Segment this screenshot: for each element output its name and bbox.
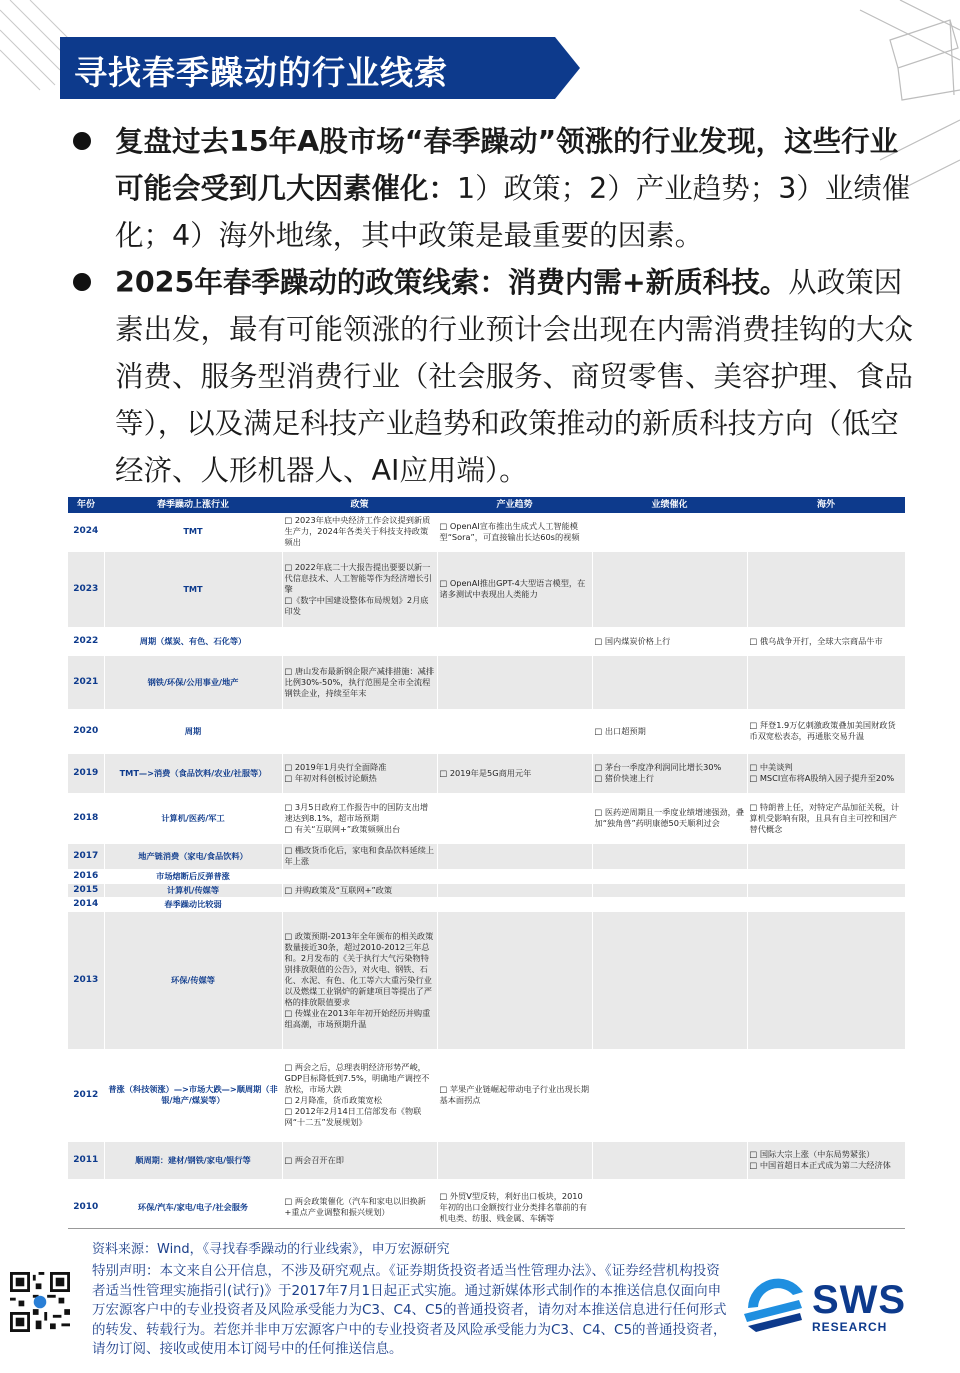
table-cell-year: 2010 — [68, 1179, 104, 1235]
table-cell-industry: 地产链消费（家电/食品饮料） — [104, 843, 282, 869]
logo-subtitle: RESEARCH — [812, 1320, 888, 1334]
table-row — [68, 753, 905, 793]
table-cell-industry: 环保/汽车/家电/电子/社会服务 — [104, 1179, 282, 1235]
table-cell-year: 2018 — [68, 793, 104, 843]
table-cell-overseas — [747, 869, 905, 883]
qr-code-icon[interactable] — [10, 1272, 70, 1332]
table-cell-trend — [437, 793, 592, 843]
table-cell-earnings — [592, 843, 747, 869]
table-cell-overseas: □ 俄乌战争开打，全球大宗商品牛市 — [747, 627, 905, 655]
table-cell-trend: □ OpenAI推出GPT-4大型语言模型，在诸多测试中表现出人类能力 — [437, 551, 592, 627]
table-cell-industry: 春季躁动比较弱 — [104, 897, 282, 911]
logo-wordmark: SWS — [812, 1278, 907, 1322]
table-header-cell: 产业趋势 — [437, 497, 592, 513]
table-row — [68, 883, 905, 897]
table-row — [68, 551, 905, 627]
table-cell-policy: □ 2023年底中央经济工作会议提到新质生产力，2024年各类关于科技支持政策频出 — [282, 513, 437, 551]
bullet-text: 1）政策；2）产业趋势；3）业绩催化；4）海外地缘，其中政策是最重要的因素。 — [115, 172, 911, 252]
table-row — [68, 627, 905, 655]
table-row — [68, 709, 905, 753]
table-cell-trend — [437, 911, 592, 1049]
table-cell-earnings: □ 出口超预期 — [592, 709, 747, 753]
table-cell-policy: □ 两会政策催化（汽车和家电以旧换新+重点产业调整和振兴规划） — [282, 1179, 437, 1235]
table-cell-policy: □ 2019年1月央行全面降准 □ 年初对科创板讨论颇热 — [282, 753, 437, 793]
table-header-cell: 年份 — [68, 497, 104, 513]
table-cell-policy — [282, 897, 437, 911]
bullet-dot-icon — [73, 273, 91, 291]
table-cell-policy: □ 两会召开在即 — [282, 1141, 437, 1179]
table-cell-trend: □ 2019年是5G商用元年 — [437, 753, 592, 793]
table-cell-earnings — [592, 655, 747, 709]
table-cell-industry: 市场熔断后反弹普涨 — [104, 869, 282, 883]
table-cell-year: 2020 — [68, 709, 104, 753]
table-cell-policy: □ 唐山发布最新钢企限产减排措施：减排比例30%-50%，执行范围是全市全流程钢铁企业，持续至年末 — [282, 655, 437, 709]
table-cell-earnings — [592, 1049, 747, 1141]
bullet-item — [70, 118, 915, 259]
source-note: 资料来源：Wind，《寻找春季躁动的行业线索》，申万宏源研究 — [92, 1242, 450, 1257]
table-cell-policy: □ 棚改货币化后，家电和食品饮料延续上年上涨 — [282, 843, 437, 869]
table-cell-earnings — [592, 911, 747, 1049]
table-cell-policy: □ 两会之后，总理表明经济形势严峻，GDP目标降低到7.5%，明确地产调控不放松，市场大跌 □ 2月降准，货币政策宽松 □ 2012年2月14日工信部发布《物联网“十二五”发展规划》 — [282, 1049, 437, 1141]
table-cell-policy — [282, 627, 437, 655]
table-cell-overseas — [747, 911, 905, 1049]
table-row — [68, 869, 905, 883]
table-cell-industry: 普涨（科技领涨）—>市场大跌—>顺周期（非银/地产/煤炭等） — [104, 1049, 282, 1141]
table-cell-year: 2014 — [68, 897, 104, 911]
table-header-cell: 海外 — [747, 497, 905, 513]
table-row — [68, 843, 905, 869]
table-cell-trend — [437, 1141, 592, 1179]
table-row — [68, 655, 905, 709]
table-row — [68, 793, 905, 843]
table-cell-policy: □ 政策预期-2013年全年颁布的相关政策数量接近30条，超过2010-2012三年总和。2月发布的《关于执行大气污染物特别排放限值的公告》，对火电、钢铁、石化、水泥、有色、化工等六大重污染行业以及燃煤工业锅炉的新建项目等提出了严格的排放限值要求 □ 传媒业在2013年年初开始经历并购重组高潮，市场预期升温 — [282, 911, 437, 1049]
table-cell-overseas: □ 拜登1.9万亿刺激政策叠加美国财政货币双宽松表态，再通胀交易升温 — [747, 709, 905, 753]
table-cell-industry: TMT—>消费（食品饮料/农业/社服等） — [104, 753, 282, 793]
table-cell-policy — [282, 709, 437, 753]
table-cell-industry: 顺周期：建材/钢铁/家电/银行等 — [104, 1141, 282, 1179]
table-cell-trend: □ 外贸V型反转，利好出口板块，2010年初的出口金额按行业分类排名靠前的有机电类、纺服、贱金属、车辆等 — [437, 1179, 592, 1235]
table-row — [68, 513, 905, 551]
table-cell-earnings — [592, 883, 747, 897]
table-cell-overseas — [747, 883, 905, 897]
table-cell-industry: 计算机/医药/军工 — [104, 793, 282, 843]
table-cell-overseas — [747, 655, 905, 709]
table-cell-earnings — [592, 513, 747, 551]
table-row — [68, 1049, 905, 1141]
table-cell-year: 2015 — [68, 883, 104, 897]
table-row — [68, 1141, 905, 1179]
table-cell-trend — [437, 897, 592, 911]
bullet-item — [70, 259, 915, 494]
table-cell-earnings — [592, 551, 747, 627]
table-row — [68, 911, 905, 1049]
table-cell-year: 2021 — [68, 655, 104, 709]
table-cell-overseas — [747, 1179, 905, 1235]
table-cell-industry: 计算机/传媒等 — [104, 883, 282, 897]
table-row — [68, 897, 905, 911]
table-cell-overseas — [747, 1049, 905, 1141]
table-cell-year: 2011 — [68, 1141, 104, 1179]
table-cell-trend — [437, 869, 592, 883]
table-cell-trend: □ 苹果产业链崛起带动电子行业出现长期基本面拐点 — [437, 1049, 592, 1141]
table-cell-earnings — [592, 1179, 747, 1235]
table-cell-overseas: □ 特朗普上任，对特定产品加征关税，计算机受影响有限，且具有自主可控和国产替代概念 — [747, 793, 905, 843]
table-cell-policy: □ 并购政策及“互联网+”政策 — [282, 883, 437, 897]
table-cell-industry: 周期（煤炭、有色、石化等） — [104, 627, 282, 655]
bullet-text: 从政策因素出发，最有可能领涨的行业预计会出现在内需消费挂钩的大众消费、服务型消费行业（社会服务、商贸零售、美容护理、食品等），以及满足科技产业趋势和政策推动的新质科技方向（低空经济、人形机器人、AI应用端）。 — [115, 266, 914, 487]
table-cell-earnings — [592, 1141, 747, 1179]
bullet-dot-icon — [73, 132, 91, 150]
table-cell-overseas — [747, 897, 905, 911]
table-cell-overseas — [747, 551, 905, 627]
table-row — [68, 1179, 905, 1235]
table-cell-year: 2016 — [68, 869, 104, 883]
table-cell-earnings — [592, 869, 747, 883]
table-cell-year: 2019 — [68, 753, 104, 793]
table-cell-industry: TMT — [104, 513, 282, 551]
table-cell-trend — [437, 843, 592, 869]
table-cell-industry: 环保/传媒等 — [104, 911, 282, 1049]
table-cell-policy: □ 2022年底二十大报告提出要要以新一代信息技术、人工智能等作为经济增长引擎 □《数字中国建设整体布局规划》2月底印发 — [282, 551, 437, 627]
table-cell-trend — [437, 627, 592, 655]
table-cell-industry: 钢铁/环保/公用事业/地产 — [104, 655, 282, 709]
table-cell-year: 2012 — [68, 1049, 104, 1141]
table-cell-earnings — [592, 897, 747, 911]
table-cell-overseas — [747, 843, 905, 869]
table-cell-policy: □ 3月5日政府工作报告中的国防支出增速达到8.1%，超市场预期 □ 有关“互联网+”政策频频出台 — [282, 793, 437, 843]
table-cell-overseas: □ 国际大宗上涨（中东局势紧张） □ 中国首超日本正式成为第二大经济体 — [747, 1141, 905, 1179]
table-header-row — [68, 497, 905, 513]
bullet-bold-text: 复盘过去15年A股市场“春季躁动”领涨的行业发现，这些行业可能会受到几大因素催化： — [115, 125, 899, 205]
spring-rally-table — [68, 497, 905, 1236]
table-cell-trend — [437, 709, 592, 753]
disclaimer-text: 特别声明：本文来自公开信息，不涉及研究观点。《证券期货投资者适当性管理办法》、《证券经营机构投资者适当性管理实施指引(试行)》于2017年7月1日起正式实施。通过新媒体形式制作的本推送信息仅面向申万宏源客户中的专业投资者及风险承受能力为C3、C4、C5的普通投资者，请勿对本推送信息进行任何形式的转发、转载行为。若您并非申万宏源客户中的专业投资者及风险承受能力为C3、C4、C5的普通投资者，请勿订阅、接收或使用本订阅号中的任何推送信息。 — [92, 1263, 727, 1357]
table-cell-year: 2022 — [68, 627, 104, 655]
table-cell-overseas — [747, 513, 905, 551]
page-title-banner — [60, 37, 580, 99]
table-cell-industry: 周期 — [104, 709, 282, 753]
table-cell-earnings: □ 茅台一季度净利润同比增长30% □ 猪价快速上行 — [592, 753, 747, 793]
table-header-cell: 业绩催化 — [592, 497, 747, 513]
table-cell-earnings: □ 国内煤炭价格上行 — [592, 627, 747, 655]
bullet-bold-text: 2025年春季躁动的政策线索：消费内需+新质科技。 — [115, 266, 789, 299]
data-table — [68, 497, 906, 1236]
table-header-cell: 政策 — [282, 497, 437, 513]
table-divider — [68, 1228, 905, 1229]
table-cell-trend — [437, 655, 592, 709]
table-body — [68, 513, 905, 1235]
table-cell-year: 2013 — [68, 911, 104, 1049]
table-cell-policy — [282, 869, 437, 883]
table-header-cell: 春季躁动上涨行业 — [104, 497, 282, 513]
table-cell-year: 2024 — [68, 513, 104, 551]
table-cell-year: 2017 — [68, 843, 104, 869]
table-cell-trend: □ OpenAI宣布推出生成式人工智能模型“Sora”，可直接输出长达60s的视频 — [437, 513, 592, 551]
page-title: 寻找春季躁动的行业线索 — [74, 53, 448, 92]
table-cell-trend — [437, 883, 592, 897]
table-cell-year: 2023 — [68, 551, 104, 627]
summary-bullets — [70, 118, 915, 494]
table-cell-overseas: □ 中美谈判 □ MSCI宣布将A股纳入因子提升至20% — [747, 753, 905, 793]
table-cell-earnings: □ 医药逆周期且一季度业绩增速强劲，叠加“独角兽”药明康德50天顺利过会 — [592, 793, 747, 843]
table-cell-industry: TMT — [104, 551, 282, 627]
